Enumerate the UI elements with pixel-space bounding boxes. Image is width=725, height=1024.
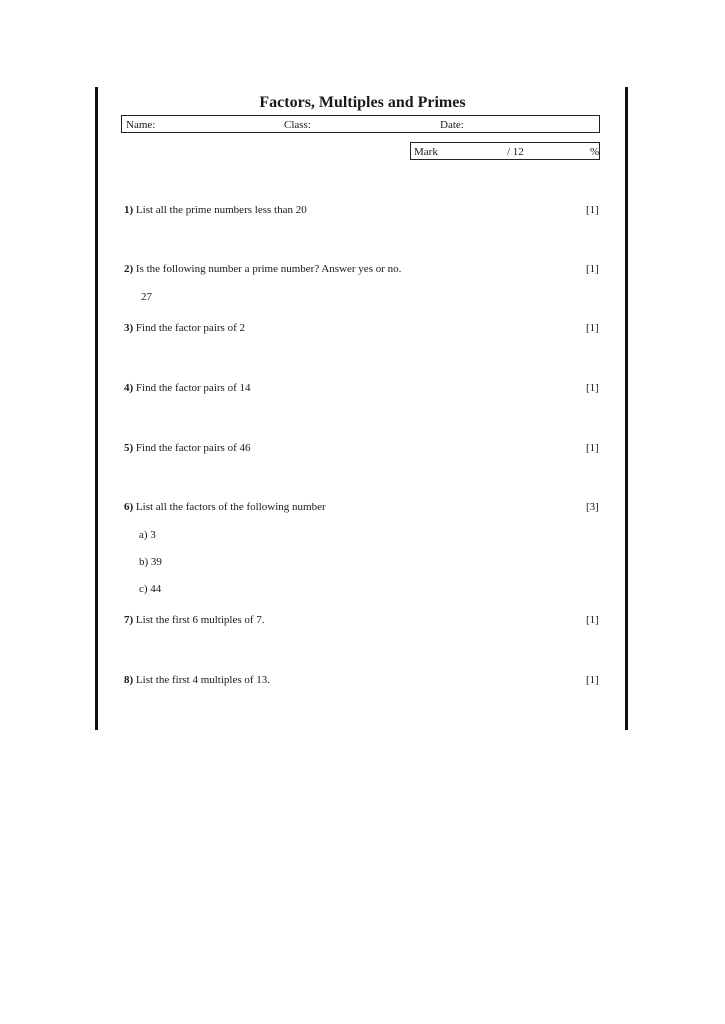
question-6-part-a: a) 3	[139, 529, 156, 541]
question-6-part-b: b) 39	[139, 556, 162, 568]
question-text: List all the prime numbers less than 20	[135, 204, 307, 216]
mark-box	[410, 142, 600, 160]
mark-label: Mark	[414, 146, 438, 158]
question-number: 7)	[124, 614, 134, 626]
question-text: Find the factor pairs of 2	[135, 322, 245, 334]
question-number: 5)	[124, 442, 134, 454]
question-text: Find the factor pairs of 14	[135, 382, 251, 394]
question-7	[124, 614, 265, 626]
question-number: 2)	[124, 263, 134, 275]
question-1	[124, 204, 307, 216]
question-2-value: 27	[141, 291, 152, 303]
question-3-marks: [1]	[586, 322, 599, 334]
page-border-left	[95, 87, 98, 730]
question-6	[124, 501, 326, 513]
page-border-right	[625, 87, 628, 730]
question-number: 1)	[124, 204, 134, 216]
question-2-marks: [1]	[586, 263, 599, 275]
question-2	[124, 263, 401, 275]
question-text: List the first 6 multiples of 7.	[135, 614, 265, 626]
question-number: 3)	[124, 322, 134, 334]
question-4	[124, 382, 250, 394]
mark-percent: %	[590, 146, 600, 158]
question-number: 4)	[124, 382, 134, 394]
page-title: Factors, Multiples and Primes	[259, 94, 466, 111]
question-number: 8)	[124, 674, 134, 686]
question-text: List the first 4 multiples of 13.	[135, 674, 271, 686]
question-1-marks: [1]	[586, 204, 599, 216]
question-5-marks: [1]	[586, 442, 599, 454]
question-8-marks: [1]	[586, 674, 599, 686]
name-label: Name:	[126, 119, 156, 131]
class-label: Class:	[284, 119, 311, 131]
question-3	[124, 322, 245, 334]
question-4-marks: [1]	[586, 382, 599, 394]
question-8	[124, 674, 270, 686]
student-info-box	[121, 115, 600, 133]
question-7-marks: [1]	[586, 614, 599, 626]
question-text: Find the factor pairs of 46	[135, 442, 251, 454]
question-text: List all the factors of the following number	[135, 501, 326, 513]
question-text: Is the following number a prime number? Answer yes or no.	[135, 263, 402, 275]
mark-total: / 12	[507, 146, 524, 158]
question-5	[124, 442, 250, 454]
question-6-marks: [3]	[586, 501, 599, 513]
date-label: Date:	[440, 119, 464, 131]
question-6-part-c: c) 44	[139, 583, 162, 595]
question-number: 6)	[124, 501, 134, 513]
